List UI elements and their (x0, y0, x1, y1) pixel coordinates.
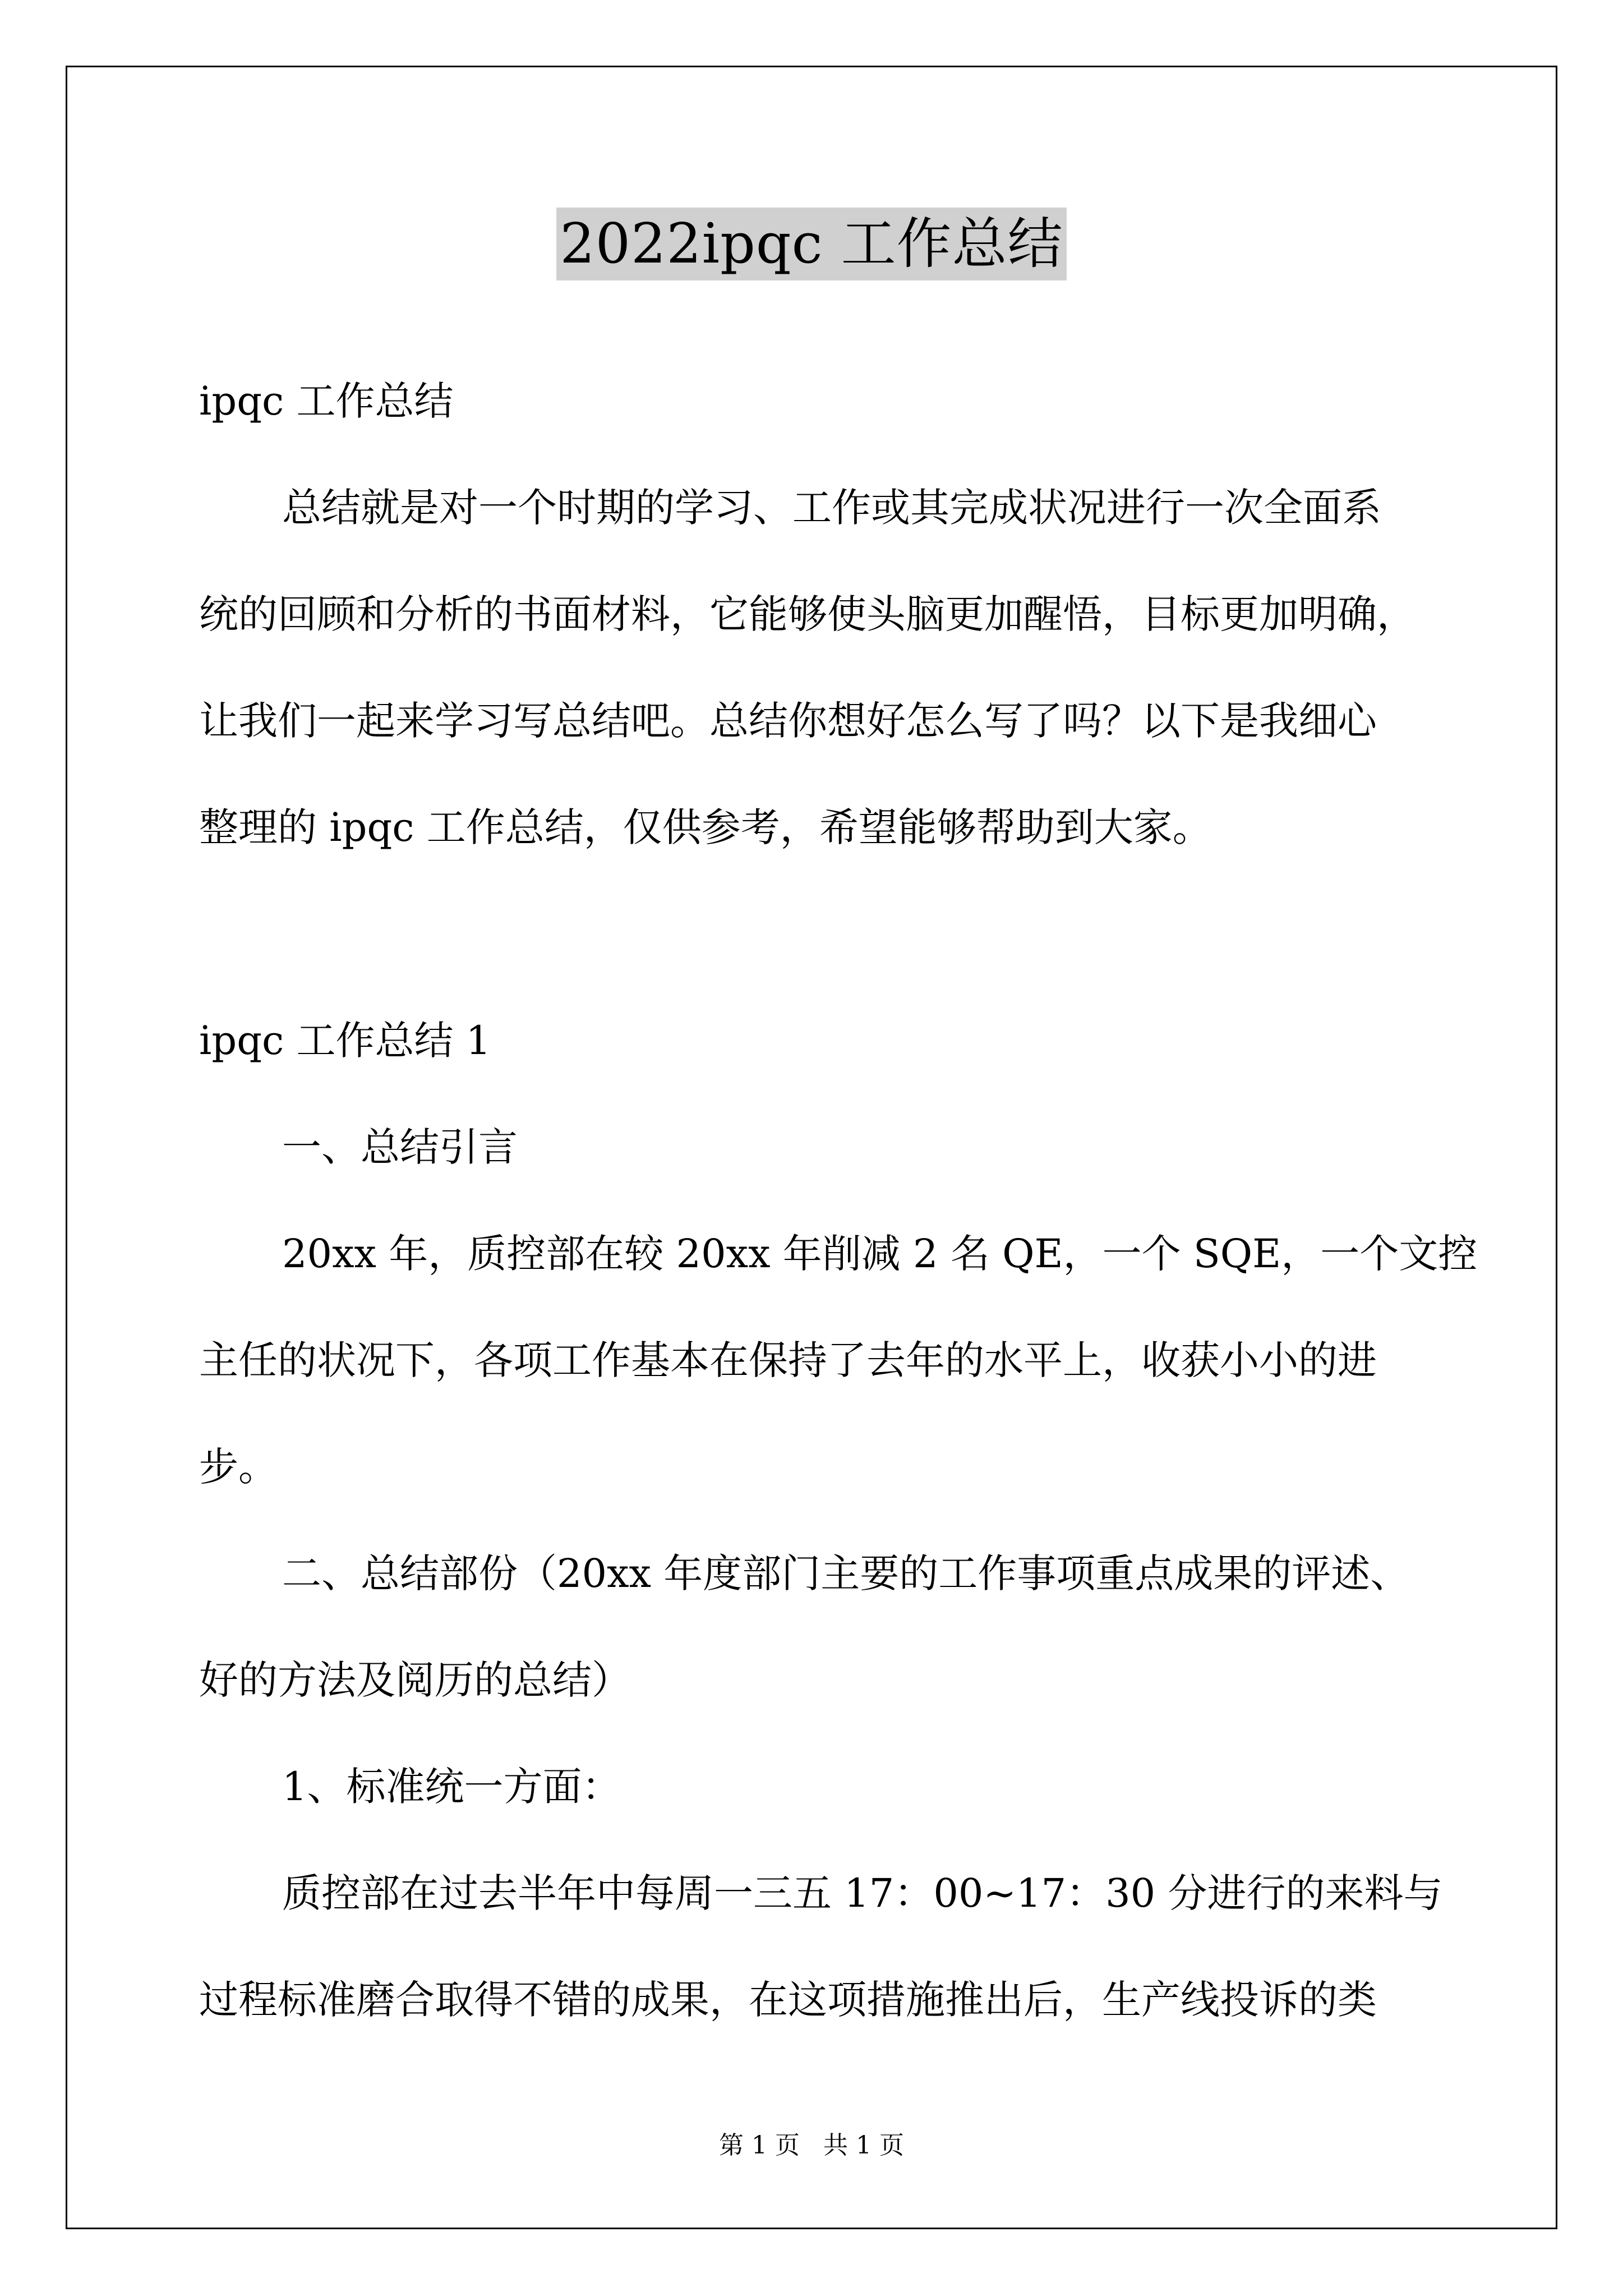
paragraph-line: 过程标准磨合取得不错的成果，在这项措施推出后，生产线投诉的类 (199, 1977, 1377, 2023)
paragraph-line: ipqc 工作总结 (199, 378, 454, 424)
paragraph-line: 二、总结部份（20xx 年度部门主要的工作事项重点成果的评述、 (282, 1550, 1410, 1596)
paragraph-line: 统的回顾和分析的书面材料，它能够使头脑更加醒悟，目标更加明确， (199, 591, 1416, 637)
section-heading: ipqc 工作总结 1 (199, 1018, 491, 1064)
page-footer: 第 1 页 共 1 页 (719, 2131, 904, 2160)
paragraph-line: 总结就是对一个时期的学习、工作或其完成状况进行一次全面系 (282, 485, 1381, 531)
paragraph-line: 一、总结引言 (282, 1124, 518, 1170)
paragraph-line: 让我们一起来学习写总结吧。总结你想好怎么写了吗？以下是我细心 (199, 698, 1377, 744)
document-title: 2022ipqc 工作总结 (556, 208, 1066, 280)
paragraph-line: 主任的状况下，各项工作基本在保持了去年的水平上，收获小小的进 (199, 1337, 1377, 1383)
paragraph-line: 步。 (199, 1444, 278, 1490)
paragraph-line: 1、标准统一方面： (282, 1764, 621, 1810)
paragraph-line: 整理的 ipqc 工作总结，仅供参考，希望能够帮助到大家。 (199, 804, 1212, 850)
title-container (0, 208, 1623, 280)
paragraph-gap (199, 881, 1433, 987)
document-body (199, 348, 1478, 2053)
paragraph-line: 质控部在过去半年中每周一三五 17：00~17：30 分进行的来料与 (282, 1870, 1443, 1916)
paragraph-line: 好的方法及阅历的总结） (199, 1657, 631, 1703)
paragraph-line: 20xx 年，质控部在较 20xx 年削减 2 名 QE，一个 SQE，一个文控 (282, 1231, 1478, 1277)
